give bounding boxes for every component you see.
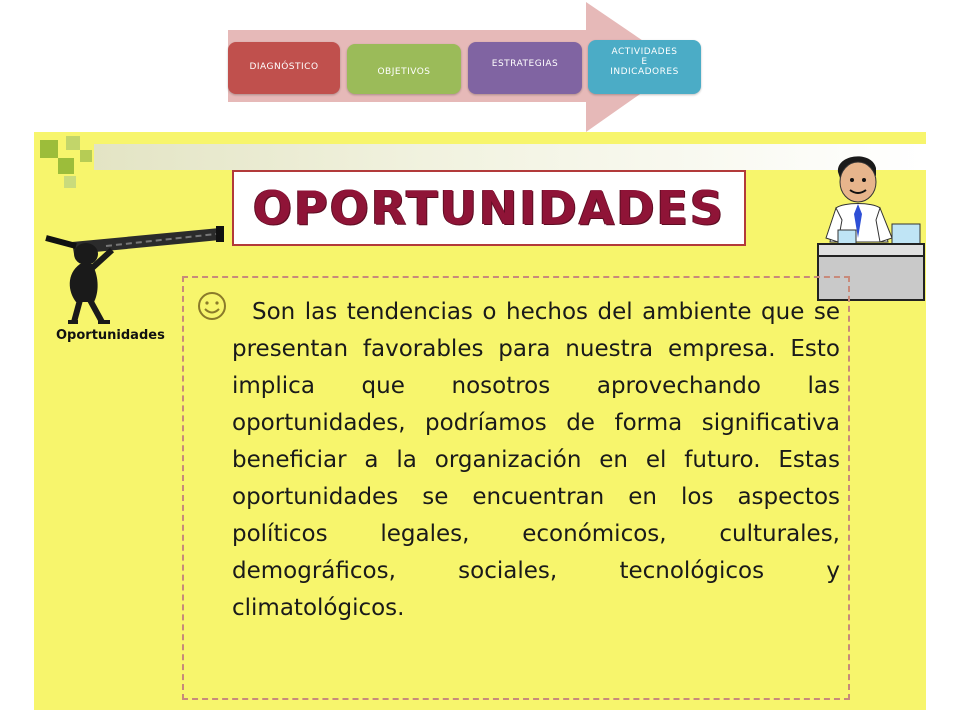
decor-square	[58, 158, 74, 174]
decor-square	[64, 176, 76, 188]
process-flow	[0, 0, 960, 140]
title-box	[232, 170, 746, 246]
slide-oportunidades	[34, 132, 926, 710]
definition-text: Son las tendencias o hechos del ambiente que se presentan favorables para nuestra empresa. Esto implica que nosotros aprovechando las oportunidades, podríamos de forma significativa beneficiar a la organización en el futuro. Estas oportunidades se encuentran en los aspectos políticos legales, económicos, culturales, demográficos, sociales, tecnológicos y climatológicos.	[232, 299, 840, 621]
smiley-icon	[196, 290, 228, 322]
decor-square	[80, 150, 92, 162]
side-label: Oportunidades	[56, 328, 165, 343]
page-title: OPORTUNIDADES	[252, 181, 726, 235]
step-objetivos[interactable]	[347, 44, 461, 94]
decor-square	[66, 136, 80, 150]
step-estrategias[interactable]	[468, 42, 582, 94]
step-actividades-indicadores[interactable]	[588, 40, 701, 94]
step-actividades-label: ACTIVIDADES E INDICADORES	[610, 47, 679, 77]
step-objetivos-label: OBJETIVOS	[377, 67, 431, 78]
step-diagnostico[interactable]	[228, 42, 340, 94]
decor-square	[40, 140, 58, 158]
step-diagnostico-label: DIAGNÓSTICO	[249, 62, 319, 73]
decorative-band	[94, 144, 926, 170]
definition-box	[182, 276, 850, 700]
step-estrategias-label: ESTRATEGIAS	[491, 59, 559, 70]
